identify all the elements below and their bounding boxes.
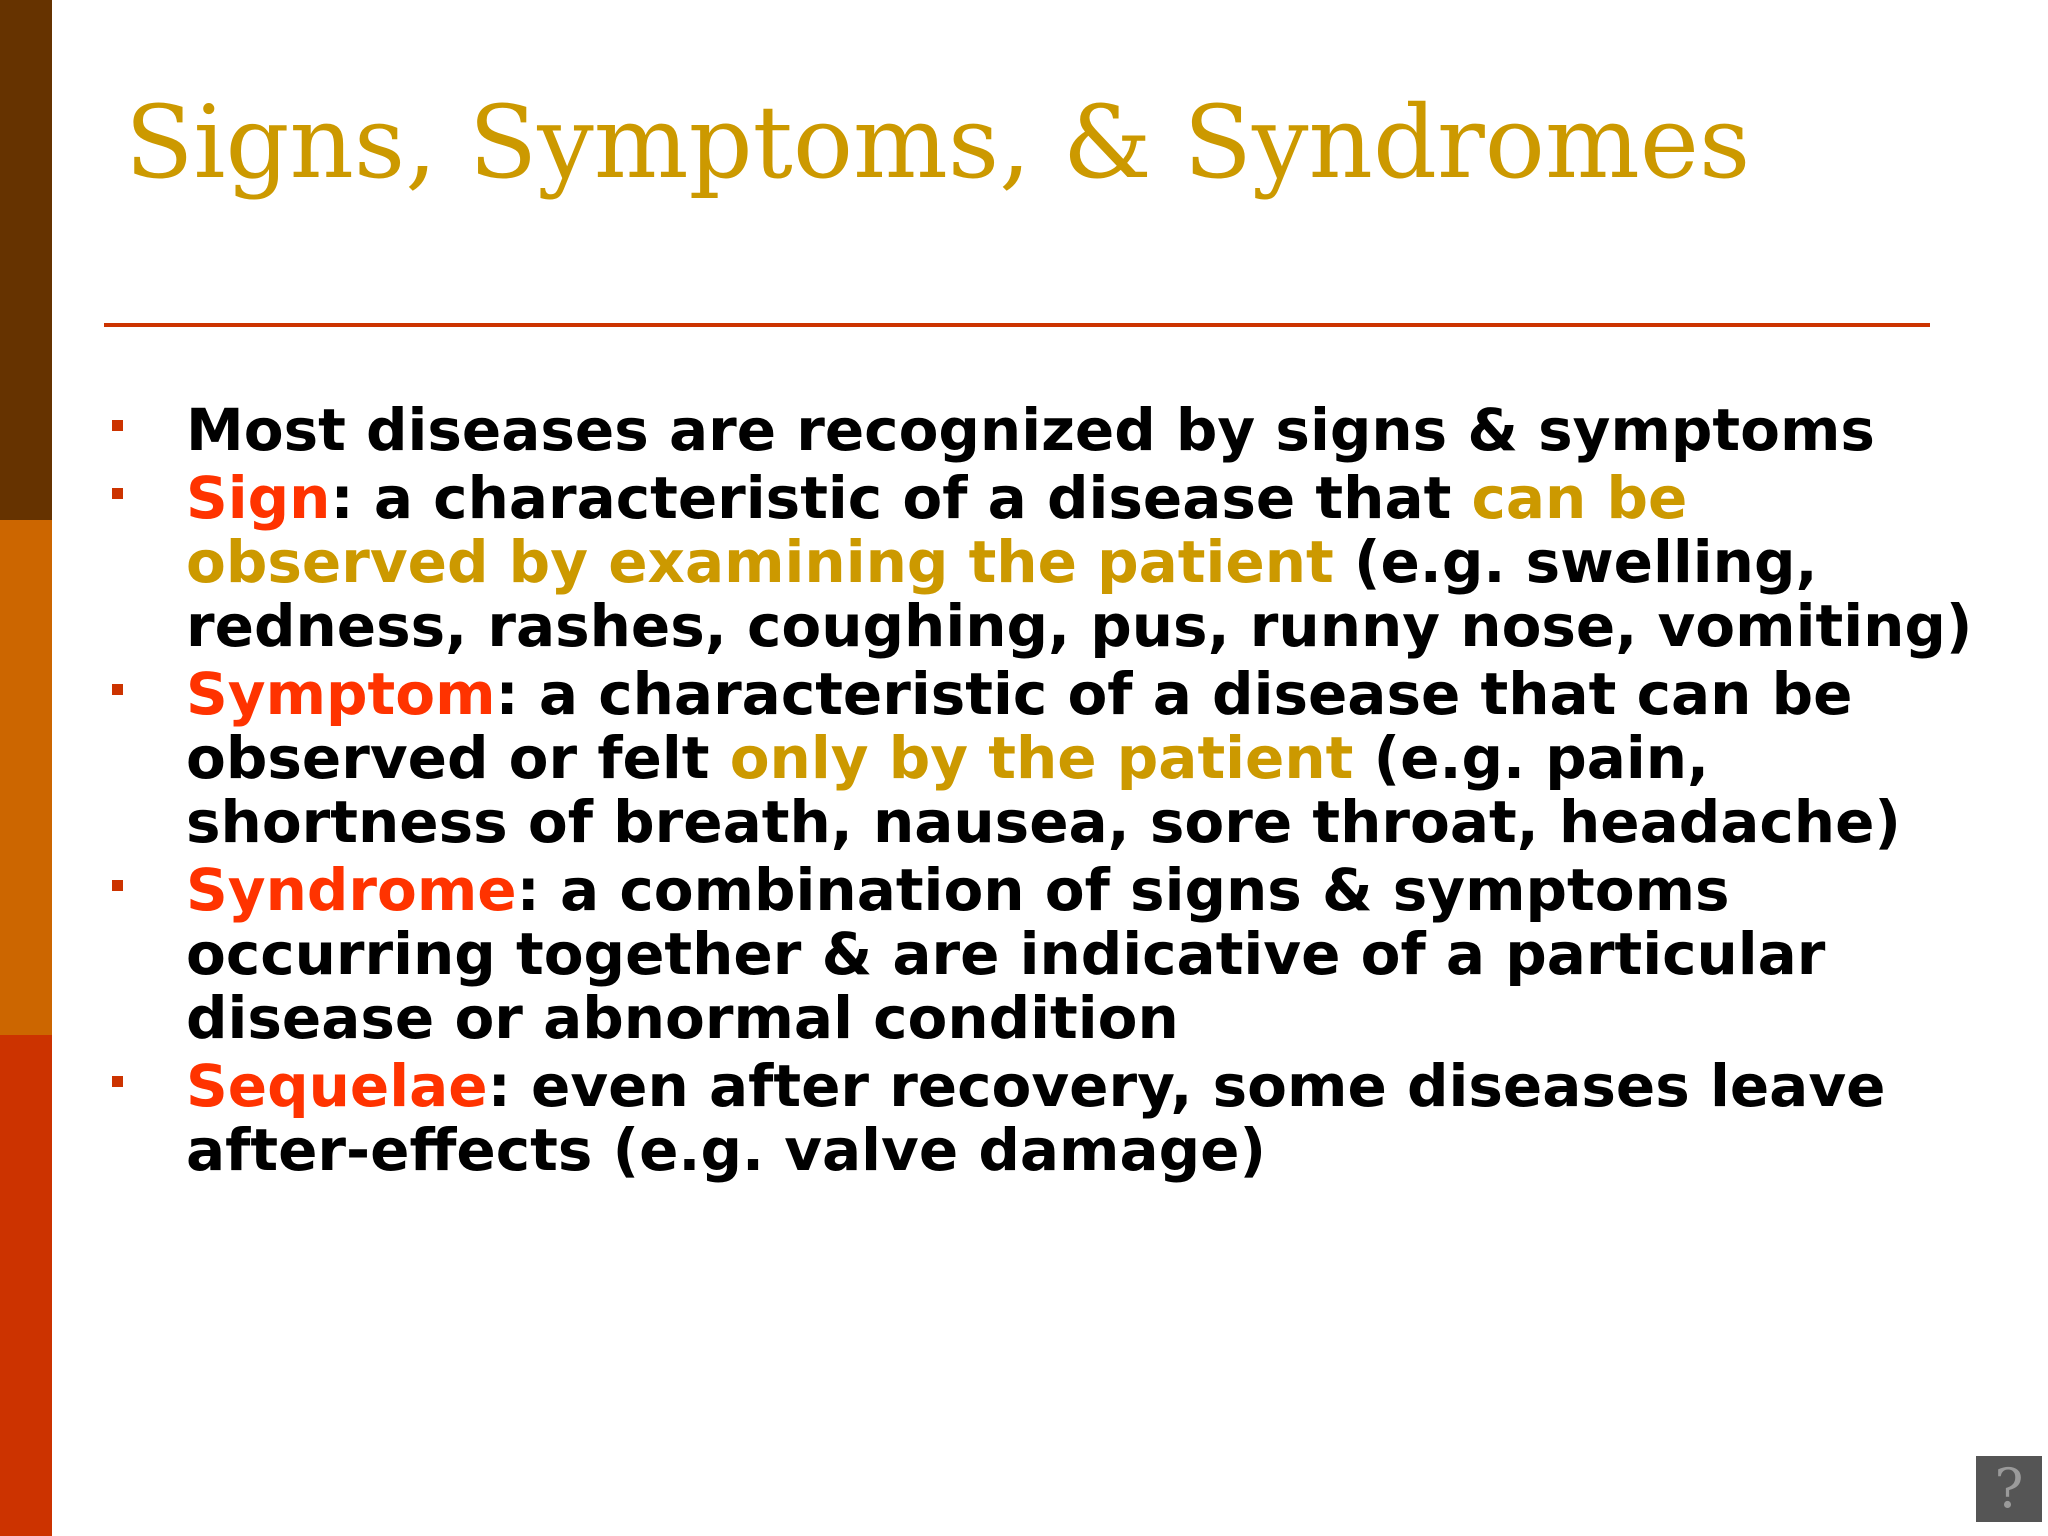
definition-text: : a characteristic of a disease that can be observed or felt bbox=[186, 660, 1853, 792]
bullet-marker-icon bbox=[112, 684, 123, 695]
bullet-marker-icon bbox=[112, 880, 123, 891]
bullet-item-sequelae bbox=[104, 1054, 2004, 1182]
bullet-marker-icon bbox=[112, 488, 123, 499]
bullet-text: Most diseases are recognized by signs & symptoms bbox=[186, 396, 1875, 464]
term-sign: Sign bbox=[186, 464, 331, 532]
bullet-marker-icon bbox=[112, 420, 123, 431]
left-accent-bar bbox=[0, 0, 52, 1536]
term-syndrome: Syndrome bbox=[186, 856, 517, 924]
examples-text: (e.g. pain, shortness of breath, nausea, sore throat, headache) bbox=[186, 724, 1901, 856]
definition-text: : even after recovery, some diseases leave after-effects (e.g. valve damage) bbox=[186, 1052, 1886, 1184]
slide-title: Signs, Symptoms, & Syndromes bbox=[125, 84, 1751, 201]
definition-text: : a characteristic of a disease that bbox=[330, 464, 1472, 532]
accent-bar-brown bbox=[0, 0, 52, 520]
title-divider bbox=[104, 323, 1930, 327]
help-button[interactable] bbox=[1976, 1456, 2042, 1522]
examples-text: (e.g. swelling, redness, rashes, coughing, pus, runny nose, vomiting) bbox=[186, 528, 1973, 660]
question-mark-icon: ? bbox=[1994, 1457, 2024, 1520]
bullet-item-symptom bbox=[104, 662, 2004, 854]
highlight-text: only by the patient bbox=[729, 724, 1354, 792]
term-sequelae: Sequelae bbox=[186, 1052, 488, 1120]
highlight-text: can be observed by examining the patient bbox=[186, 464, 1688, 596]
bullet-item-sign bbox=[104, 466, 2004, 658]
term-symptom: Symptom bbox=[186, 660, 496, 728]
bullet-item-diseases bbox=[104, 398, 2004, 462]
bullet-item-syndrome bbox=[104, 858, 2004, 1050]
bullet-list bbox=[104, 398, 2004, 1186]
bullet-marker-icon bbox=[112, 1076, 123, 1087]
accent-bar-orange bbox=[0, 520, 52, 1035]
definition-text: : a combination of signs & symptoms occurring together & are indicative of a particular disease or abnormal condition bbox=[186, 856, 1826, 1052]
accent-bar-red bbox=[0, 1035, 52, 1536]
